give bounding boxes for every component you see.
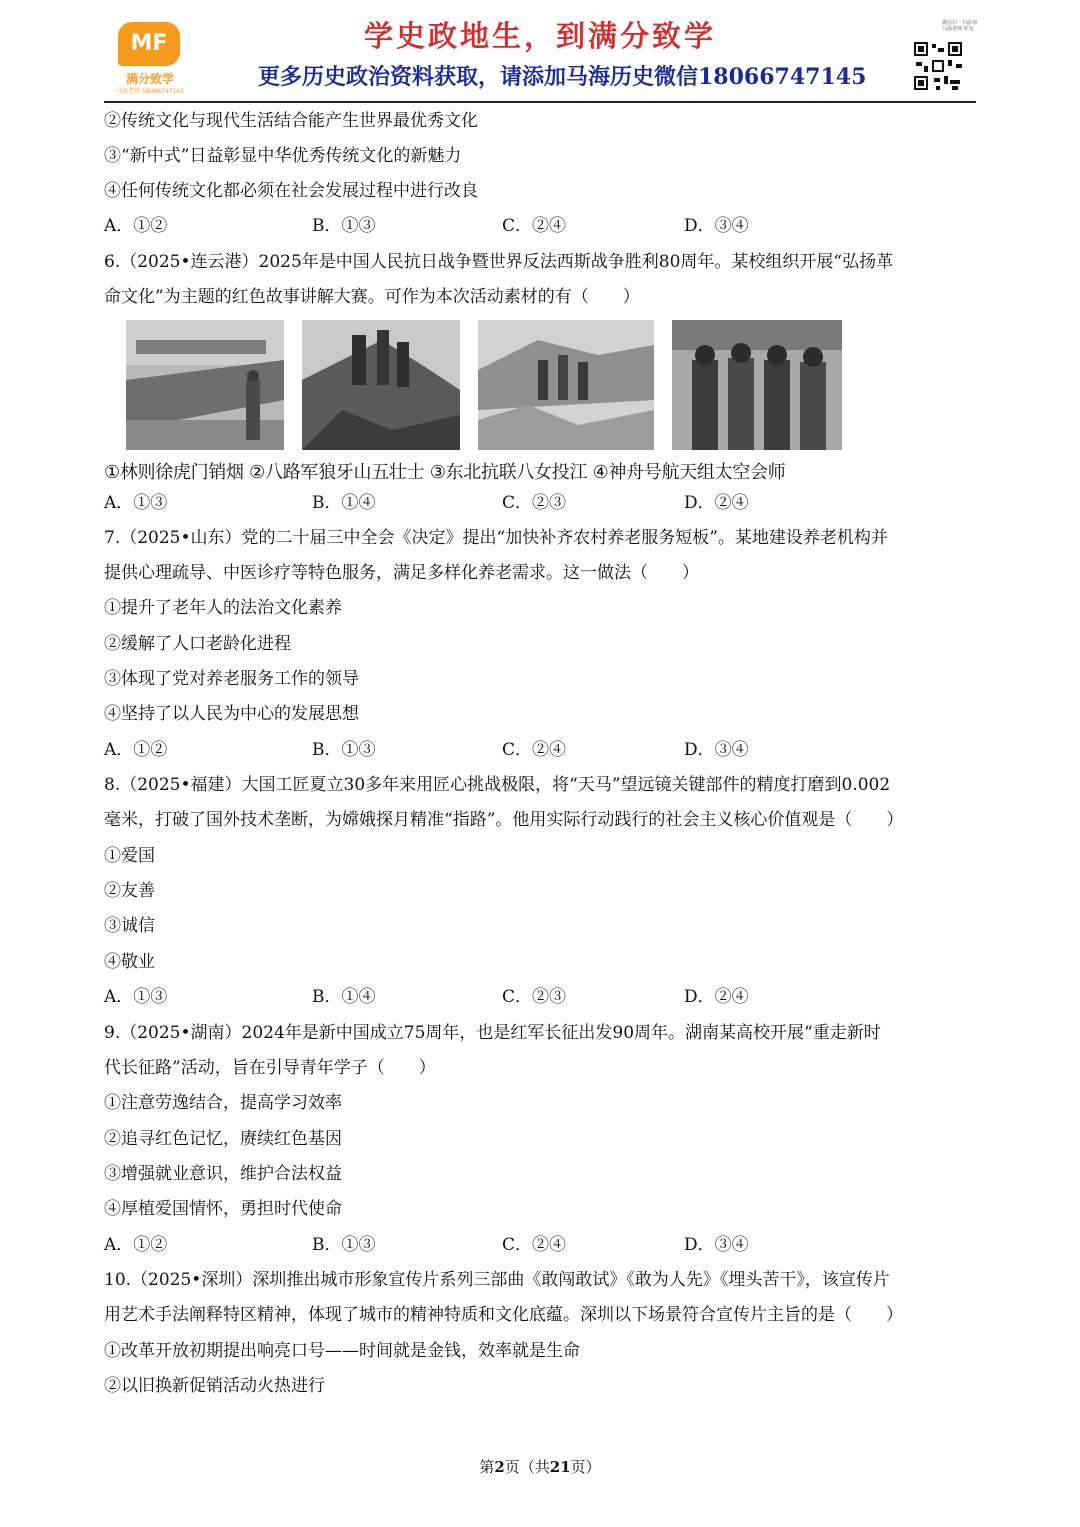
- question-6-stem: 6.（2025•连云港）2025年是中国人民抗日战争暨世界反法西斯战争胜利80周年。某校组织开展“弘扬革: [104, 252, 894, 272]
- question-9-stem: 9.（2025•湖南）2024年是新中国成立75周年，也是红军长征出发90周年。湖南某高校开展“重走新时: [104, 1023, 881, 1043]
- footer-mid: 页（共: [504, 1458, 550, 1476]
- text-line: ①提升了老年人的法治文化素养: [104, 598, 342, 618]
- text-line: ④坚持了以人民为中心的发展思想: [104, 704, 359, 724]
- footer-total-pages: 21: [549, 1458, 571, 1476]
- photo-humen: [126, 320, 284, 450]
- option-d: D．③④: [684, 1235, 749, 1255]
- header-divider: [104, 101, 976, 103]
- text-line: ①改革开放初期提出响亮口号——时间就是金钱，效率就是生命: [104, 1341, 580, 1361]
- option-a: A．①②: [104, 1235, 168, 1255]
- text-line: ④敬业: [104, 952, 155, 972]
- option-c: C．②④: [502, 216, 567, 236]
- option-d: D．②④: [684, 987, 749, 1007]
- question-8-stem: 毫米，打破了国外技术垄断，为嫦娥探月精准“指路”。他用实际行动践行的社会主义核心价值观是（ ）: [104, 810, 904, 830]
- text-line: ③“新中式”日益彰显中华优秀传统文化的新魅力: [104, 146, 462, 166]
- qr-caption: 微信扫一扫添加 马海老师 好友: [942, 20, 978, 32]
- text-line: ①注意劳逸结合，提高学习效率: [104, 1093, 342, 1113]
- text-line: ④厚植爱国情怀，勇担时代使命: [104, 1199, 342, 1219]
- option-b: B．①④: [312, 987, 376, 1007]
- footer-suffix: 页）: [570, 1458, 601, 1476]
- option-c: C．②③: [502, 987, 567, 1007]
- option-a: A．①③: [104, 987, 168, 1007]
- option-c: C．②④: [502, 740, 567, 760]
- header-slogan: 学史政地生，到满分致学: [363, 19, 716, 53]
- text-line: ③诚信: [104, 916, 155, 936]
- option-a: A．①③: [104, 493, 168, 513]
- option-d: D．③④: [684, 740, 749, 760]
- text-line: ④任何传统文化都必须在社会发展过程中进行改良: [104, 181, 478, 201]
- question-6-stem: 命文化”为主题的红色故事讲解大赛。可作为本次活动素材的有（ ）: [104, 287, 640, 307]
- option-c: C．②④: [502, 1235, 567, 1255]
- option-d: D．②④: [684, 493, 749, 513]
- text-line: ②追寻红色记忆，赓续红色基因: [104, 1129, 342, 1149]
- logo-mark: MF: [118, 22, 180, 66]
- option-b: B．①③: [312, 216, 376, 236]
- text-line: ③增强就业意识，维护合法权益: [104, 1164, 342, 1184]
- option-b: B．①④: [312, 493, 376, 513]
- logo-subtitle: 马海老师 18066747145: [116, 88, 184, 95]
- question-7-stem: 提供心理疏导、中医诊疗等特色服务，满足多样化养老需求。这一做法（ ）: [104, 563, 699, 583]
- question-9-stem: 代长征路”活动，旨在引导青年学子（ ）: [104, 1058, 436, 1078]
- footer-page-number: 2: [494, 1458, 505, 1476]
- photo-langyashan: [302, 320, 460, 450]
- page-footer: [0, 1456, 1080, 1477]
- question-7-stem: 7.（2025•山东）党的二十届三中全会《决定》提出“加快补齐农村养老服务短板”。某地建设养老机构并: [104, 528, 888, 548]
- qr-code-block: [912, 20, 978, 96]
- option-c: C．②③: [502, 493, 567, 513]
- option-a: A．①②: [104, 740, 168, 760]
- qr-code-icon: [912, 40, 964, 92]
- text-line: ②缓解了人口老龄化进程: [104, 634, 291, 654]
- photo-bangnvtoujiang: [478, 320, 654, 450]
- photo-shenzhou-crew: [672, 320, 842, 450]
- image-caption: ①林则徐虎门销烟 ②八路军狼牙山五壮士 ③东北抗联八女投江 ④神舟号航天组太空会师: [104, 462, 786, 483]
- question-10-stem: 10.（2025•深圳）深圳推出城市形象宣传片系列三部曲《敢闯敢试》《敢为人先》《埋头苦干》，该宣传片: [104, 1270, 890, 1290]
- logo-name: 满分致学: [125, 72, 174, 86]
- option-b: B．①③: [312, 1235, 376, 1255]
- text-line: ①爱国: [104, 846, 155, 866]
- page-header: [0, 0, 1080, 104]
- brand-logo: [110, 18, 190, 98]
- text-line: ③体现了党对养老服务工作的领导: [104, 669, 359, 689]
- option-b: B．①③: [312, 740, 376, 760]
- footer-prefix: 第: [479, 1458, 495, 1476]
- option-a: A．①②: [104, 216, 168, 236]
- header-contact: 更多历史政治资料获取，请添加马海历史微信18066747145: [258, 64, 867, 90]
- text-line: ②友善: [104, 881, 155, 901]
- question-8-stem: 8.（2025•福建）大国工匠夏立30多年来用匠心挑战极限，将“天马”望远镜关键部件的精度打磨到0.002: [104, 775, 891, 795]
- question-10-stem: 用艺术手法阐释特区精神，体现了城市的精神特质和文化底蕴。深圳以下场景符合宣传片主旨的是（ ）: [104, 1305, 903, 1325]
- text-line: ②以旧换新促销活动火热进行: [104, 1376, 325, 1396]
- option-d: D．③④: [684, 216, 749, 236]
- text-line: ②传统文化与现代生活结合能产生世界最优秀文化: [104, 111, 478, 131]
